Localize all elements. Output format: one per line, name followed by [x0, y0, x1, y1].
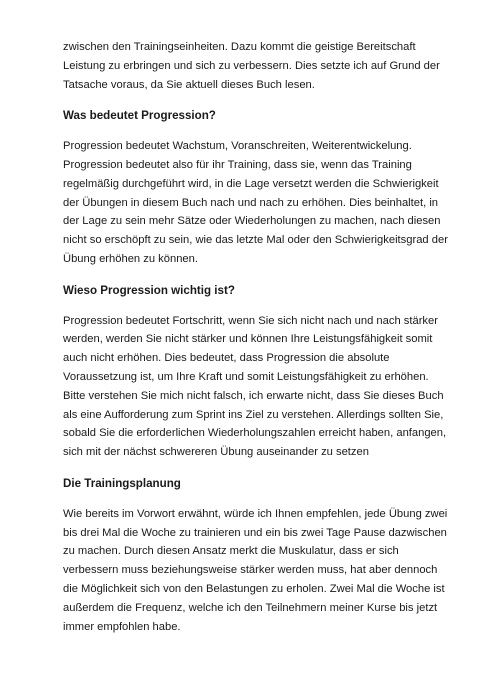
text-line: immer empfohlen habe. [63, 620, 181, 633]
section-heading-progression: Was bedeutet Progression? [63, 109, 216, 123]
section-paragraph-training-planning [63, 505, 448, 637]
text-line: zwischen den Trainingseinheiten. Dazu kommt die geistige Bereitschaft [63, 41, 416, 53]
text-line: Progression bedeutet Wachstum, Voranschreiten, Weiterentwickelung. [63, 140, 412, 153]
text-line: Voraussetzung ist, um Ihre Kraft und somit Leistungsfähigkeit zu erhöhen. [63, 370, 429, 383]
text-line: als eine Aufforderung zum Sprint ins Ziel zu verstehen. Allerdings sollten Sie, [63, 408, 444, 421]
text-line: auch nicht erhöhen. Dies bedeutet, dass Progression die absolute [63, 352, 390, 365]
text-line: nicht so erschöpft zu sein, wie das letzte Mal oder den Schwierigkeitsgrad der [63, 234, 448, 247]
text-line: sobald Sie die erforderlichen Wiederholungszahlen erreicht haben, anfangen, [63, 427, 447, 440]
section-heading-why-progression: Wieso Progression wichtig ist? [63, 283, 235, 297]
text-line: bis drei Mal die Woche zu trainieren und ein bis zwei Tage Pause dazwischen [63, 526, 447, 539]
text-line: Wie bereits im Vorwort erwähnt, würde ich Ihnen empfehlen, jede Übung zwei [63, 507, 448, 520]
section-heading-training-planning: Die Trainingsplanung [63, 476, 181, 490]
spacer [63, 126, 435, 137]
intro-paragraph [63, 38, 440, 94]
text-line: außerdem die Frequenz, welche ich den Teilnehmern meiner Kurse bis jetzt [63, 601, 438, 614]
text-line: Übung erhöhen zu können. [63, 252, 198, 265]
text-line: zu machen. Durch diesen Ansatz merkt die Muskulatur, dass er sich [63, 545, 399, 558]
section-paragraph-progression [63, 137, 448, 269]
text-line: der Übungen in diesem Buch nach und nach zu erhöhen. Dies beinhaltet, in [63, 196, 439, 209]
spacer [63, 269, 435, 282]
text-line: Progression bedeutet also für ihr Training, dass sie, wenn das Training [63, 158, 412, 171]
text-line: Tatsache voraus, da Sie aktuell dieses Buch lesen. [63, 78, 315, 91]
text-line: verbessern muss beziehungsweise stärker werden muss, hat aber dennoch [63, 564, 438, 577]
text-line: der Lage zu sein mehr Sätze oder Wiederholungen zu machen, nach diesen [63, 215, 441, 228]
text-line: werden, werden Sie nicht stärker und können Ihre Leistungsfähigkeit somit [63, 333, 433, 346]
text-line: sich mit der nächst schwereren Übung auseinander zu setzen [63, 446, 369, 459]
spacer [63, 462, 435, 475]
text-line: die Möglichkeit sich von den Belastungen zu erholen. Zwei Mal die Woche ist [63, 582, 445, 595]
text-line: Bitte verstehen Sie mich nicht falsch, ich erwarte nicht, dass Sie dieses Buch [63, 389, 444, 402]
spacer [63, 494, 435, 505]
text-line: regelmäßig durchgeführt wird, in die Lage versetzt werden die Schwierigkeit [63, 177, 439, 190]
section-paragraph-why-progression [63, 312, 447, 462]
text-line: Leistung zu erbringen und sich zu verbessern. Dies setzte ich auf Grund der [63, 59, 440, 72]
page-content [63, 38, 448, 636]
text-line: Progression bedeutet Fortschritt, wenn Sie sich nicht nach und nach stärker [63, 314, 438, 327]
spacer [63, 94, 435, 107]
spacer [63, 301, 435, 312]
